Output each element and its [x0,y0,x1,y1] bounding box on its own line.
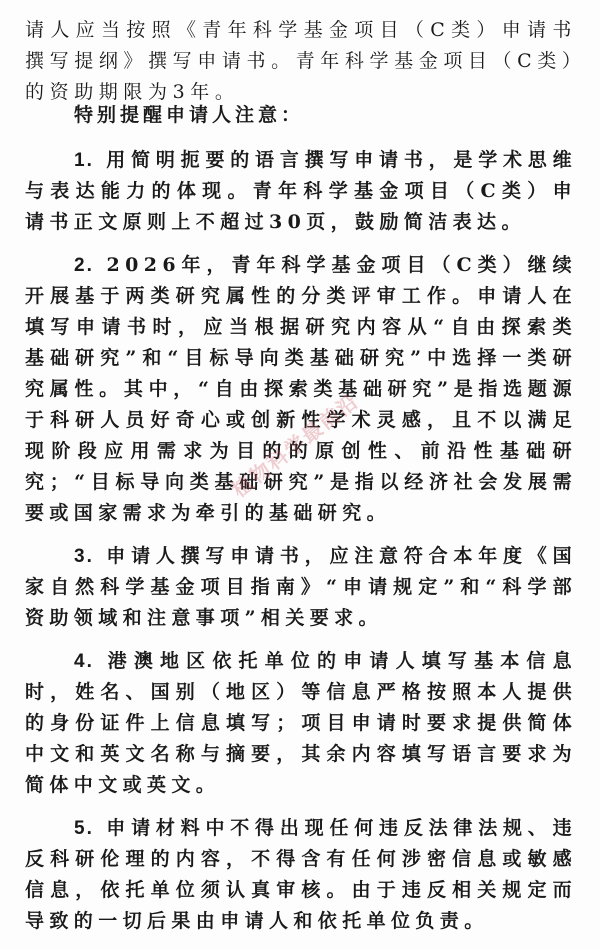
item-text: 申请材料中不得出现任何违反法律法规、违反科研伦理的内容，不得含有任何涉密信息或敏感信息，依托单位须认真审核。由于违反相关规定而导致的一切后果由申请人和依托单位负责。 [25,817,578,932]
notice-item-3 [25,541,577,634]
item-number: 1. [74,150,94,171]
item-text: 2026年，青年科学基金项目（C类）继续开展基于两类研究属性的分类评审工作。申请人在填写申请书时，应当根据研究内容从“自由探索类基础研究”和“目标导向类基础研究”中选择一类研究属性。其中，“自由探索类基础研究”是指选题源于科研人员好奇心或创新性学术灵感，且不以满足现阶段应用需求为目的的原创性、前沿性基础研究；“目标导向类基础研究”是指以经济社会发展需要或国家需求为牵引的基础研究。 [25,254,578,524]
item-text: 用简明扼要的语言撰写申请书，是学术思维与表达能力的体现。青年科学基金项目（C类）申请书正文原则上不超过30页，鼓励简洁表达。 [25,149,578,233]
item-number: 4. [74,651,94,672]
item-text: 港澳地区依托单位的申请人填写基本信息时，姓名、国别（地区）等信息严格按照本人提供的身份证件上信息填写；项目申请时要求提供简体中文和英文名称与摘要，其余内容填写语言要求为简体中文或英文。 [25,650,578,796]
watermark: 植物科学最前沿 [227,388,364,503]
notice-heading: 特别提醒申请人注意： [74,104,305,126]
item-number: 3. [74,546,94,567]
item-number: 2. [74,255,94,276]
notice-item-5 [25,813,577,937]
document-body [25,15,577,949]
notice-item-1 [25,145,577,238]
notice-item-2 [25,250,577,529]
intro-paragraph: 请人应当按照《青年科学基金项目（C类）申请书撰写提纲》撰写申请书。青年科学基金项目（C类）的资助期限为3年。 [25,19,577,103]
item-number: 5. [74,818,94,839]
notice-item-4 [25,646,577,801]
item-text: 申请人撰写申请书，应注意符合本年度《国家自然科学基金项目指南》“申请规定”和“科学部资助领域和注意事项”相关要求。 [25,545,578,629]
